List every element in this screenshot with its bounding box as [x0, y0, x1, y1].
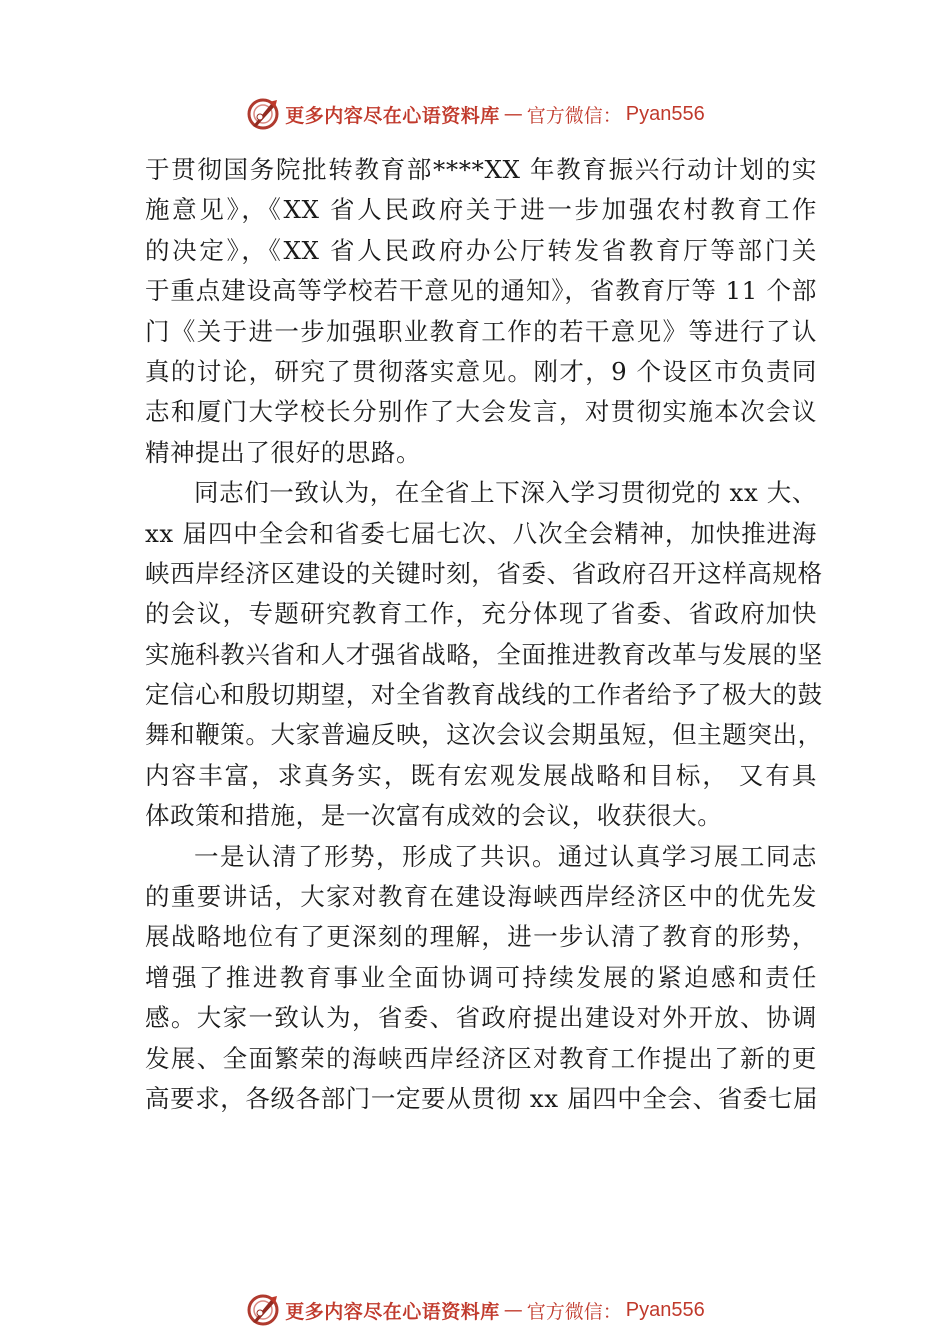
text-line: 定信心和殷切期望，对全省教育战线的工作者给予了极大的鼓 [145, 680, 823, 710]
text-line: 内容丰富，求真务实，既有宏观发展战略和目标， 又有具 [145, 760, 817, 790]
text-line: 的决定》，《XX 省人民政府办公厅转发省教育厅等部门关 [145, 235, 817, 265]
banner-separator: — [503, 103, 523, 125]
text-line: xx 届四中全会和省委七届七次、八次全会精神，加快推进海 [145, 518, 817, 548]
text-line: 门《关于进一步加强职业教育工作的若干意见》等进行了认 [145, 316, 817, 346]
paragraph-start-line: 同志们一致认为，在全省上下深入学习贯彻党的 xx 大、 [194, 478, 817, 508]
text-line: 体政策和措施，是一次富有成效的会议，收获很大。 [145, 801, 723, 831]
text-line: 展战略地位有了更深刻的理解，进一步认清了教育的形势， [145, 922, 817, 952]
header-banner [0, 94, 950, 134]
text-line: 发展、全面繁荣的海峡西岸经济区对教育工作提出了新的更 [145, 1043, 817, 1073]
banner-separator: — [503, 1299, 523, 1321]
banner-brand-text: 更多内容尽在心语资料库 [285, 1300, 500, 1323]
text-line: 峡西岸经济区建设的关键时刻，省委、省政府召开这样高规格 [145, 558, 823, 588]
text-line: 高要求，各级各部门一定要从贯彻 xx 届四中全会、省委七届 [145, 1083, 819, 1113]
banner-wechat-label: 官方微信： [526, 104, 622, 127]
text-line: 舞和鞭策。大家普遍反映，这次会议会期虽短，但主题突出， [145, 720, 823, 750]
text-line: 实施科教兴省和人才强省战略，全面推进教育改革与发展的坚 [145, 639, 823, 669]
text-line: 精神提出了很好的思路。 [145, 437, 422, 467]
text-line: 施意见》，《XX 省人民政府关于进一步加强农村教育工作 [145, 195, 817, 225]
text-line: 于贯彻国务院批转教育部****XX 年教育振兴行动计划的实 [145, 155, 817, 184]
banner-wechat-label: 官方微信： [526, 1300, 622, 1323]
document-body [145, 150, 823, 1119]
footer-banner [0, 1290, 950, 1330]
text-line: 志和厦门大学校长分别作了大会发言，对贯彻实施本次会议 [145, 397, 817, 427]
quill-logo-icon [245, 1292, 281, 1328]
text-line: 感。大家一致认为，省委、省政府提出建设对外开放、协调 [145, 1003, 817, 1033]
text-line: 于重点建设高等学校若干意见的通知》，省教育厅等 11 个部 [145, 276, 817, 306]
banner-brand-text: 更多内容尽在心语资料库 [285, 104, 500, 127]
text-line: 的会议，专题研究教育工作，充分体现了省委、省政府加快 [145, 599, 817, 629]
quill-logo-icon [245, 96, 281, 132]
text-line: 增强了推进教育事业全面协调可持续发展的紧迫感和责任 [145, 962, 817, 992]
banner-wechat-id: Pyan556 [625, 102, 705, 125]
paragraph-start-line: 一是认清了形势，形成了共识。通过认真学习展工同志 [194, 841, 817, 871]
text-line: 的重要讲话，大家对教育在建设海峡西岸经济区中的优先发 [145, 882, 817, 912]
text-line: 真的讨论，研究了贯彻落实意见。刚才，9 个设区市负责同 [145, 356, 817, 386]
banner-wechat-id: Pyan556 [625, 1298, 705, 1321]
